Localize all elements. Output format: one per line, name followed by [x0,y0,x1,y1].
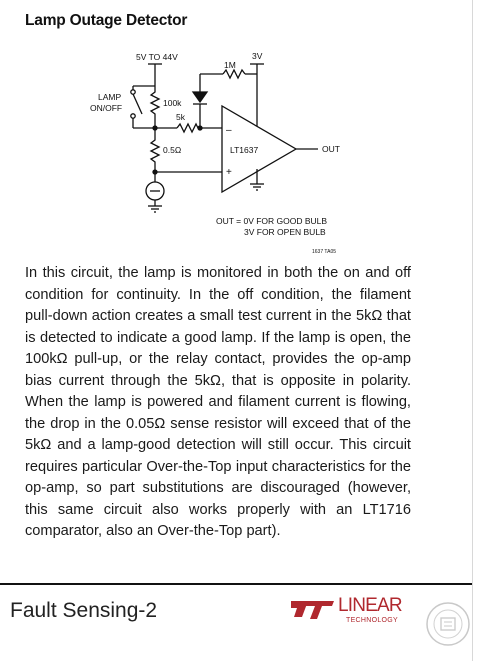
r-series-resistor [177,124,198,132]
note-line-1: OUT = 0V FOR GOOD BULB [216,216,328,226]
figure-id: 1637 TA05 [312,249,337,255]
r-feedback-resistor [223,70,245,78]
lt-logo-icon [288,597,336,621]
note-line-2: 3V FOR OPEN BULB [244,227,326,237]
r-sense-resistor [151,128,159,172]
footer-divider [0,583,472,585]
r-pullup-label: 100k [163,98,182,108]
r-pullup-resistor [151,86,159,128]
opamp-label: LT1637 [230,145,259,155]
supply2-label: 3V [252,51,263,61]
page-title: Lamp Outage Detector [25,12,188,29]
linear-technology-logo [288,595,413,627]
r-series-label: 5k [176,112,185,122]
footer-section-title: Fault Sensing-2 [10,599,158,622]
lamp-outage-schematic [80,44,380,262]
switch-label-lamp: LAMP [98,92,122,102]
supply-label: 5V TO 44V [136,52,178,62]
logo-word: LINEAR [338,595,402,616]
r-feedback-label: 1M [224,60,236,70]
switch-label-onoff: ON/OFF [90,103,123,113]
watermark-seal-icon [424,600,472,648]
logo-subtitle: TECHNOLOGY [346,617,399,624]
r-sense-label: 0.5Ω [163,145,182,155]
opamp-plus: + [226,167,232,178]
opamp-minus: – [226,125,232,136]
diode [193,92,207,102]
out-label: OUT [322,144,340,154]
body-paragraph: In this circuit, the lamp is monitored in both the on and off condition for continuity. In the off condition, the filament pull-down action creates a small test current in the 5kΩ that is detected to indicate a good lamp. If the lamp is open, the 100kΩ pull-up, or the relay contact, provides the op-amp bias current through the 5kΩ, that is opposite in polarity. When the lamp is powered and filament current is flowing, the drop in the 0.05Ω sense resistor will exceed that of the 5kΩ and a lamp-good detection will still occur. This circuit requires particular Over-the-Top input characteristics for the op-amp, so part substitutions are discouraged (however, this same circuit also works properly with an LT1716 comparator, also an Over-the-Top part). [25,265,411,539]
page-edge [472,0,485,661]
lamp-switch [133,94,142,114]
